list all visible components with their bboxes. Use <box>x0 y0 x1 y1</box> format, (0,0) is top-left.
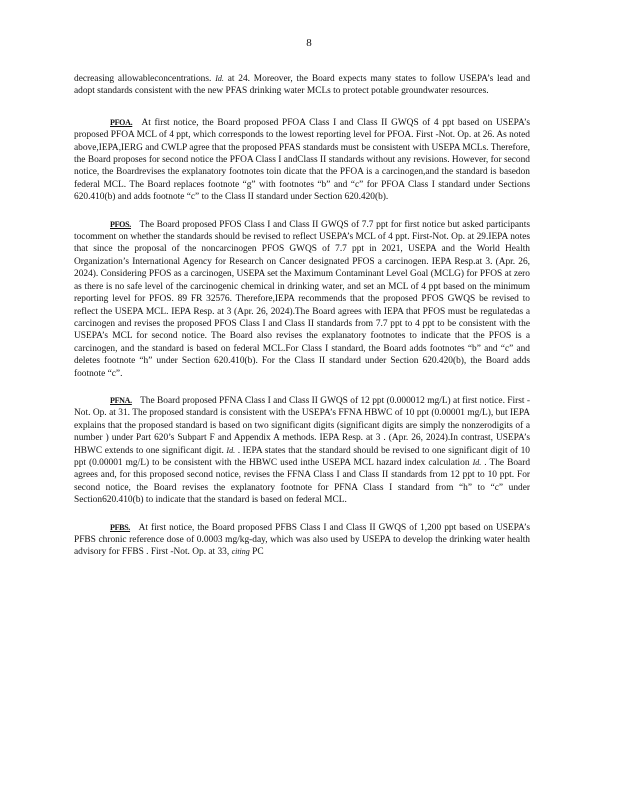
paragraph-pfos <box>74 219 530 380</box>
paragraph-text: At first notice, the Board proposed PFOA Class I and Class II GWQS of 4 ppt based on USEPA’s proposed PFOA MCL of 4 ppt, which corresponds to the lowest reporting level for PFOA. First -Not. Op. at 26. As noted above,IEPA,IERG and CWLP agree that the proposed PFAS standards must be consistent with USEPA MCLs. Therefore, the Board proposes for second notice the PFOA Class I andClass II standards without any revisions. However, for second notice, the Boardrevises the explanatory footnotes toin dicate that the PFOA is a carcinogen,and the standard is basedon federal MCL. The Board replaces footnote “g” with footnotes “b” and “c” for PFOA Class I standard under Sections 620.410(b) and adds footnote “c” to the Class II standard under Section 620.420(b). <box>74 117 530 203</box>
section-heading-pfos: PFOS. <box>110 219 131 229</box>
section-heading-pfna: PFNA. <box>110 395 132 405</box>
section-heading-pfoa: PFOA. <box>110 117 133 127</box>
id-citation: Id. <box>472 457 482 467</box>
paragraph-pfna <box>74 395 530 507</box>
paragraph-text: At first notice, the Board proposed PFBS Class I and Class II GWQS of 1,200 ppt based on USEPA’s PFBS chronic reference dose of 0.0003 mg/kg-day, which was also used by USEPA to develop the drinking water health advisory for FFBS . First -Not. Op. at 33, <box>74 522 530 558</box>
paragraph-text: decreasing allowableconcentrations. <box>74 74 212 84</box>
section-heading-pfbs: PFBS. <box>110 522 131 532</box>
paragraph-text: The Board proposed PFNA Class I and Class II GWQS of 12 ppt (0.000012 mg/L) at first notice. First -Not. Op. at 31. The proposed standard is consistent with the USEPA’s FFNA HBWC of 10 ppt (0.00001 mg/L), but IEPA explains that the proposed standard is based on two significant digits (significant digits are simply the nonzerodigits of a number ) under Part 620’s Subpart F and Appendix A methods. IEPA Resp. at 3 . (Apr. 26, 2024).In contrast, USEPA’s HBWC extends to one significant digit. <box>74 395 530 456</box>
id-citation: Id. <box>215 74 224 83</box>
body-text <box>74 73 530 574</box>
paragraph-tail: PC <box>252 547 264 558</box>
paragraph-tail: . The Board agrees and, for this proposed second notice, revises the FFNA Class I and Class II standards from 12 ppt to 10 ppt. For second notice, the Board revises the explanatory footnote for PFNA Class I standard from “h” to “c” under Section620.410(b) to indicate that the standard is based on federal MCL. <box>74 457 531 506</box>
id-citation: Id. <box>226 445 236 455</box>
citing-signal: citing <box>231 547 250 557</box>
paragraph-text: The Board proposed PFOS Class I and Class II GWQS of 7.7 ppt for first notice but asked participants tocomment on whether the standards should be revised to reflect USEPA’s MCL of 4 ppt. First-Not. Op. at 29.IEPA notes that since the proposal of the noncarcinogen PFOS GWQS of 7.7 ppt in 2021, USEPA and the World Health Organization’s International Agency for Research on Cancer designated PFOS a carcinogen. IEPA Resp.at 3. (Apr. 26, 2024). Considering PFOS as a carcinogen, USEPA set the Maximum Contaminant Level Goal (MCLG) for PFOS at zero as there is no safe level of the carcinogenic chemical in drinking water, and set an MCL of 4 ppt based on the minimum reporting level for PFOS. 89 FR 32576. Therefore,IEPA recommends that the proposed PFOS GWQS be revised to reflect the USEPA MCL. IEPA Resp. at 3 (Apr. 26, 2024).The Board agrees with IEPA that PFOS must be regulatedas a carcinogen and revises the proposed PFOS Class I and Class II standards from 7.7 ppt to 4 ppt to be consistent with the USEPA’s MCL for second notice. The Board also revises the explanatory footnotes to indicate that the PFOS is a carcinogen, and the standard is based on federal MCL.For Class I standard, the Board adds footnotes “b” and “c” and deletes footnote “h” under Section 620.410(b). For the Class II standard under Section 620.420(b), the Board adds footnote “c”. <box>74 219 530 379</box>
paragraph-pfbs <box>74 522 530 559</box>
paragraph-pfoa <box>74 117 530 204</box>
paragraph-tail: at 24. Moreover, the Board expects many states to follow USEPA’s lead and adopt standards consistent with the new PFAS drinking water MCLs to protect potable groundwater resources. <box>74 74 531 97</box>
paragraph-text-continued: . IEPA states that the standard should be revised to one significant digit of 10 ppt (0.00001 mg/L) to be consistent with the HBWC used inthe USEPA MCL hazard index calculation <box>74 445 530 468</box>
page-number: 8 <box>306 37 312 49</box>
paragraph-intro <box>74 73 530 98</box>
